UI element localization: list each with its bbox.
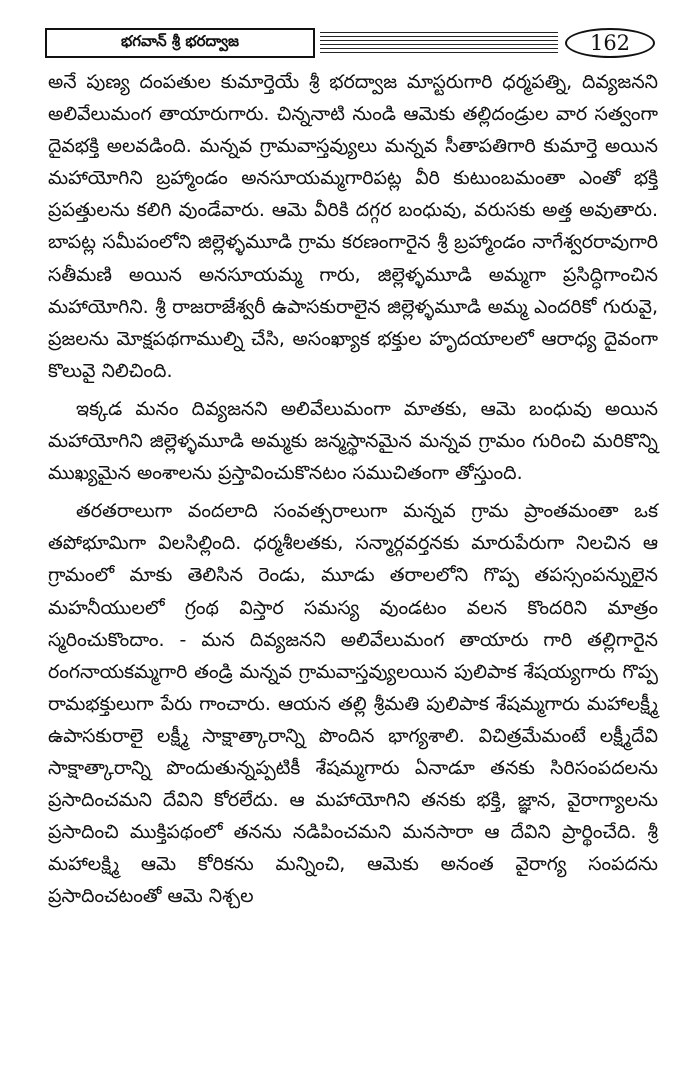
paragraph: అనే పుణ్య దంపతుల కుమార్తెయే శ్రీ భరద్వాజ మాస్టరుగారి ధర్మపత్ని, దివ్యజనని అలివేలుమంగ తాయారుగారు. చిన్ననాటి నుండి ఆమెకు తల్లిదండ్రుల వార సత్వంగా దైవభక్తి అలవడింది. మన్నవ గ్రామవాస్తవ్యులు మన్నవ సీతాపతిగారి కుమార్తె అయిన మహాయోగిని బ్రహ్మాండం అనసూయమ్మగారిపట్ల వీరి కుటుంబమంతా ఎంతో భక్తి ప్రపత్తులను కలిగి వుండేవారు. ఆమె వీరికి దగ్గర బంధువు, వరుసకు అత్త అవుతారు. బాపట్ల సమీపంలోని జిల్లెళ్ళమూడి గ్రామ కరణంగారైన శ్రీ బ్రహ్మాండం నాగేశ్వరరావుగారి సతీమణి అయిన అనసూయమ్మ గారు, జిల్లెళ్ళమూడి అమ్మగా ప్రసిద్ధిగాంచిన మహాయోగిని. శ్రీ రాజరాజేశ్వరీ ఉపాసకురాలైన జిల్లెళ్ళమూడి అమ్మ ఎందరికో గురువై, ప్రజలను మోక్షపథగాముల్ని చేసి, అసంఖ్యాక భక్తుల హృదయాలలో ఆరాధ్య దైవంగా కొలువై నిలిచింది. bbox=[48, 71, 658, 382]
page-number: 162 bbox=[565, 28, 655, 58]
paragraph: ఇక్కడ మనం దివ్యజనని అలివేలుమంగా మాతకు, ఆమె బంధువు అయిన మహాయోగిని జిల్లెళ్ళమూడి అమ్మకు జన్మస్థానమైన మన్నవ గ్రామం గురించి మరికొన్ని ముఖ్యమైన అంశాలను ప్రస్తావించుకొనటం సముచితంగా తోస్తుంది. bbox=[48, 397, 658, 485]
header-rule-lines bbox=[320, 32, 558, 54]
paragraph: తరతరాలుగా వందలాది సంవత్సరాలుగా మన్నవ గ్రామ ప్రాంతమంతా ఒక తపోభూమిగా విలసిల్లింది. ధర్మశీలతకు, సన్మార్గవర్తనకు మారుపేరుగా నిలచిన ఆ గ్రామంలో మాకు తెలిసిన రెండు, మూడు తరాలలోని గొప్ప తపస్సంపన్నులైన మహనీయులలో గ్రంథ విస్తార సమస్య వుండటం వలన కొందరిని మాత్రం స్మరించుకొందాం. - మన దివ్యజనని అలివేలుమంగ తాయారు గారి తల్లిగారైన రంగనాయకమ్మగారి తండ్రి మన్నవ గ్రామవాస్తవ్యులయిన పులిపాక శేషయ్యగారు గొప్ప రామభక్తులుగా పేరు గాంచారు. ఆయన తల్లి శ్రీమతి పులిపాక శేషమ్మగారు మహాలక్ష్మీ ఉపాసకురాలై లక్ష్మీ సాక్షాత్కారాన్ని పొందిన భాగ్యశాలి. విచిత్రమేమంటే లక్ష్మీదేవి సాక్షాత్కారాన్ని పొందుతున్నప్పటికీ శేషమ్మగారు ఏనాడూ తనకు సిరిసంపదలను ప్రసాదించమని దేవిని కోరలేదు. ఆ మహాయోగిని తనకు భక్తి, జ్ఞాన, వైరాగ్యాలను ప్రసాదించి ముక్తిపథంలో తనను నడిపించమని మనసారా ఆ దేవిని ప్రార్థించేది. శ్రీ మహాలక్ష్మి ఆమె కోరికను మన్నించి, ఆమెకు అనంత వైరాగ్య సంపదను ప్రసాదించటంతో ఆమె నిశ్చల bbox=[48, 500, 658, 908]
page-header bbox=[45, 28, 655, 62]
page-body bbox=[48, 66, 658, 912]
running-title: భగవాన్ శ్రీ భరద్వాజ bbox=[45, 28, 315, 58]
